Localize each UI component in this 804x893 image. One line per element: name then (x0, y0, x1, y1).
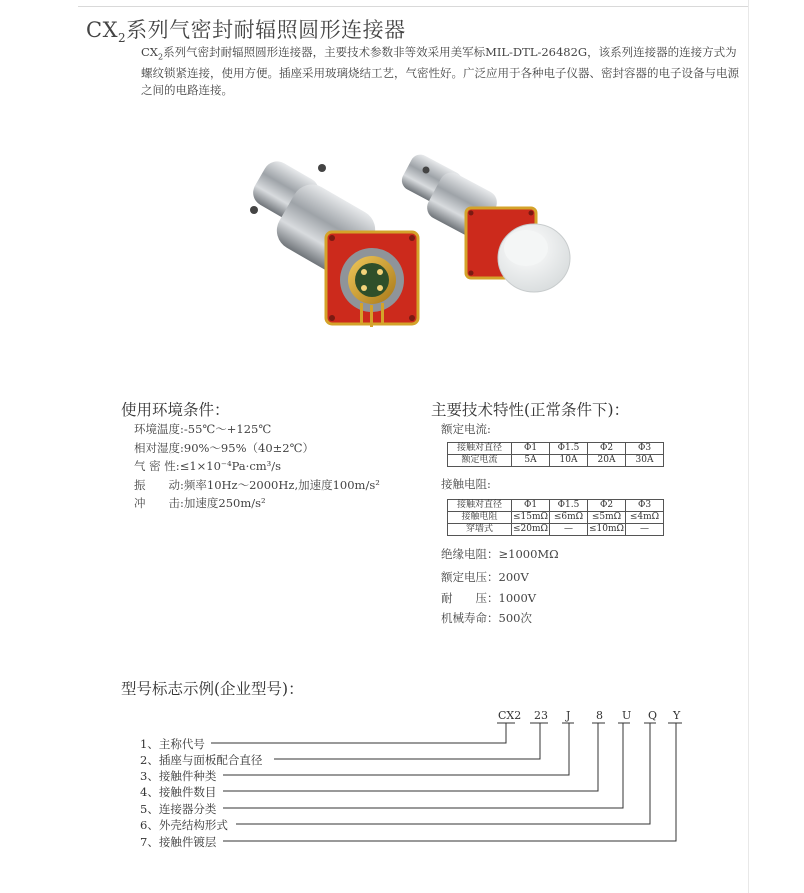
intro-paragraph: $CX_2$系列气密封耐辐照圆形连接器，主要技术参数非等效采用美军标MIL-DTL-26482G，该系列连接器的连接方式为螺纹锁紧连接，使用方便。插座采用玻璃烧结工艺，气密性好。广泛应用于各种电子仪器、密封容器的电子设备与电源之间的电路连接。 (141, 45, 739, 98)
env-shock: 冲 击:加速度250m/s² (134, 496, 266, 510)
table-cell: 接触对直径 (448, 443, 512, 455)
model-code: Y (673, 709, 681, 722)
table-cell: 10A (550, 455, 588, 467)
insulation-resistance: 绝缘电阻：≥1000MΩ (441, 547, 559, 561)
model-heading: 型号标志示例(企业型号)： (121, 680, 304, 698)
table-cell: 20A (588, 455, 626, 467)
model-label-7: 7、接触件镀层 (140, 835, 217, 849)
table-cell: 30A (626, 455, 664, 467)
table-cell: ≤6mΩ (550, 512, 588, 524)
table-cell: ≤15mΩ (513, 512, 548, 522)
table-cell: 接触对直径 (448, 500, 512, 512)
table-cell: 穿墙式 (448, 524, 512, 536)
table-cell: Φ3 (626, 500, 664, 512)
table-cell: ≤20mΩ (513, 524, 548, 534)
rated-voltage: 额定电压：200V (441, 570, 529, 584)
model-label-2: 2、插座与面板配合直径 (140, 753, 263, 767)
env-humidity: 相对湿度:90%～95%（40±2℃） (134, 440, 314, 455)
table-cell: — (626, 524, 664, 536)
model-label-1: 1、主称代号 (140, 737, 205, 751)
env-temperature: 环境温度:-55℃～+125℃ (134, 422, 272, 436)
table-cell: 接触电阻 (448, 512, 512, 524)
model-label-6: 6、外壳结构形式 (140, 818, 228, 832)
table-cell: 5A (512, 455, 550, 467)
model-code: Q (648, 709, 658, 722)
model-code: U (622, 709, 632, 722)
env-airtightness: 气 密 性:≤1×10⁻⁴Pa·cm³/s (134, 459, 282, 473)
withstand-voltage: 耐 压：1000V (441, 591, 537, 605)
model-label-5: 5、连接器分类 (140, 802, 217, 816)
table-cell: 额定电流 (448, 455, 512, 467)
model-label-4: 4、接触件数目 (140, 785, 217, 799)
table-cell: Φ2 (588, 443, 626, 455)
table-cell: — (550, 524, 588, 536)
env-vibration: 振 动:频率10Hz～2000Hz,加速度100m/s² (134, 477, 380, 492)
table-cell: Φ1.5 (550, 500, 588, 512)
table-cell: ≤10mΩ (589, 524, 624, 534)
mechanical-life: 机械寿命：500次 (441, 611, 532, 625)
table-cell: ≤4mΩ (626, 512, 664, 524)
model-code: J (566, 709, 571, 722)
table-cell: ≤5mΩ (588, 512, 626, 524)
contact-resistance-title: 接触电阻: (441, 477, 491, 491)
rated-current-title: 额定电流: (441, 422, 491, 436)
specs-heading: 主要技术特性(正常条件下)： (431, 401, 630, 419)
table-cell: Φ1 (512, 500, 550, 512)
page-title: $CX_2$系列气密封耐辐照圆形连接器 (86, 18, 406, 46)
model-code: 23 (534, 709, 548, 722)
model-code: CX2 (498, 709, 522, 722)
environment-heading: 使用环境条件： (121, 401, 230, 419)
table-cell: Φ1.5 (550, 443, 588, 455)
model-label-3: 3、接触件种类 (140, 769, 217, 783)
table-cell: Φ1 (512, 443, 550, 455)
table-cell: Φ3 (626, 443, 664, 455)
model-code: 8 (596, 709, 603, 722)
table-cell: Φ2 (588, 500, 626, 512)
